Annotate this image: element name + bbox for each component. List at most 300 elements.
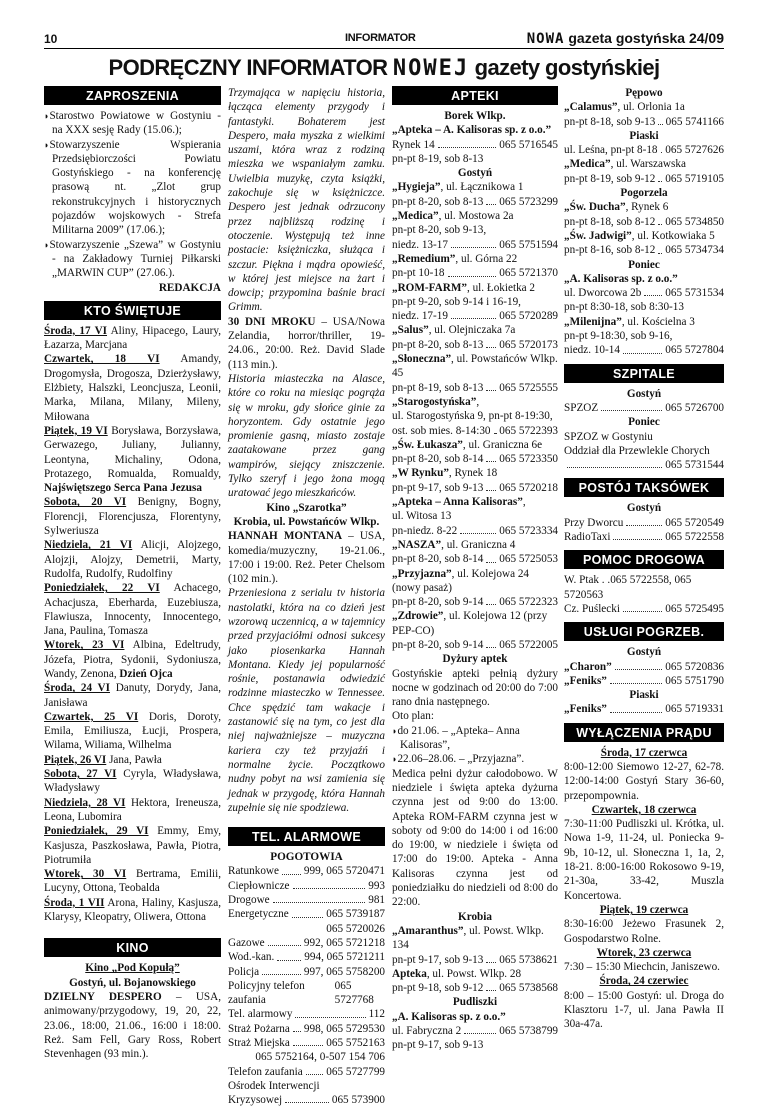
line-value: 065 5734850 [665,215,724,228]
phone-line [564,243,724,257]
line-key: pn-pt 8-20, sob 8-14 [392,453,484,466]
name-day-date: Niedziela, 28 VI [44,796,126,809]
pharmacy-street: , ul. Warszawska [610,158,686,171]
line-value: 065 5727768 [334,979,374,1007]
page-header [0,0,768,50]
emergency-value-cont: 065 5752164, 0-507 154 706 [255,1051,385,1064]
pharmacy-street: , Rynek 18 [448,467,498,480]
line-value: 065 5738621 [499,953,558,966]
town-name: Gostyń [626,502,662,515]
page-title [44,55,724,81]
emergency-line [228,1007,385,1021]
line-key: Gazowe [228,936,265,949]
phone-line [564,401,724,415]
pharmacy-address [564,229,724,243]
outage-date: Wtorek, 23 czerwca [596,946,692,959]
pharmacy-street: , ul. Kotkowiaka 5 [631,229,715,242]
pharmacy-street: , ul. Powst. Wlkp. 134 [392,924,544,952]
town-name: Pudliszki [452,996,498,1009]
emergency-numbers [228,864,385,1107]
name-day-date: Niedziela, 21 VI [44,539,133,552]
pharmacy-name: „Przyjazna” [392,567,452,580]
line-value: 065 5719331 [665,703,724,716]
pharmacy-hours: pn-pt 8-19, sob 8-13 [392,152,484,165]
pharmacy-street: , [476,395,480,408]
film-description: Przeniesiona z serialu tv historia nastolatki, która na co dzień jest wzorową uczennicą, a w tajemnicy przed przyjaciółmi odnosi sukcesy jako piosenkarka Hannah Montana. Kiedy jej popularność rośnie, postanawia odwiedzić rodzinne miasteczko w Tennessee. Chce spędzić tam wakacje i zastanowić się na tym, co jest dla niej najważniejsze – muzyczna kariera czy też przyjaźń i normalne życie. Początkowo nudny pobyt na wsi zamienia się jednak w przygodę, która Hannah zupełnie się nie spodziewa. [228,587,385,814]
taxi-heading: POSTÓJ TAKSÓWEK [564,478,724,497]
line-key: pn-pt 8-20, sob 9-14 [392,596,484,609]
line-key: Rynek 14 [392,138,435,151]
kino-heading: KINO [44,938,221,957]
emergency-line [228,907,385,921]
line-key: SPZOZ [564,401,599,414]
name-day-entry [44,767,221,796]
line-key: Wod.-kan. [228,951,275,964]
line-key: niedz. 13-17 [392,238,448,251]
pharmacy-name: „Amaranthus” [392,924,464,937]
line-key: pn-pt 9-17, sob 9-13 [392,481,484,494]
hospital-name: SPZOZ w Gostyniu [564,430,653,443]
pharmacy-name: „Św. Łukasza” [392,438,463,451]
film-info: – USA/Nowa Zelandia, horror/thriller, 19-24.06., 20:00. Reż. David Slade (113 min.). [228,315,385,371]
emergency-line [228,1065,385,1079]
line-value: 065 5727799 [326,1065,385,1078]
phone-line [392,552,558,566]
town-name: Poniec [628,258,660,271]
name-day-entry [44,753,221,767]
phone-line [392,1024,558,1038]
name-day-date: Czwartek, 18 VI [44,353,160,366]
pogrzeb-heading: USŁUGI POGRZEB. [564,622,724,641]
line-key: niedz. 17-19 [392,310,448,323]
pharmacy-address [392,466,558,480]
line-value: 992, 065 5721218 [303,936,385,949]
title-part-c: gazety gostyńskiej [469,55,660,80]
pharmacy-name: „Medica” [392,210,439,223]
name-day-date: Środa, 1 VII [44,896,105,909]
name-day-names: Arona, Haliny, Kasjusza, Klarysy, Kleopatry, Oliwera, Ottona [44,896,221,924]
emergency-line [228,1022,385,1036]
name-day-names: Danuty, Dorydy, Jana, Janisława [44,682,221,709]
line-value: 065 5752163 [326,1037,385,1049]
name-day-date: Piątek, 19 VI [44,424,108,437]
town-name: Krobia [458,910,492,923]
line-key: pn-pt 9-17, sob 9-13 [392,953,484,966]
dyzury-text-2: Medica pełni dyżur całodobowo. W niedziele i święta apteka dyżurna czynna jest od 9:00 do 13:00. Apteka ROM-FARM czynna jest w soboty od 9:00 do 14:00 i od 16:00 do 19:00, w niedziele i święta od 17:00 do 19:00. Apteka - Anna Kalisoras czynna jest od poniedziałku do niedzieli od 8:00 do 22:00. [392,767,558,909]
phone-line [392,638,558,652]
phone-line [392,195,558,209]
outage-text: 8:00-12:00 Siemowo 12-27, 62-78. 12:00-14:00 Gostyń Stary 36-60, przepompownia. [564,760,724,802]
line-value: 065 5741166 [665,115,724,128]
pharmacy-name: „Salus” [392,324,429,337]
name-day-feast: Najświętszego Serca Pana Jezusa [44,482,202,495]
outage-text: 8:30-16:00 Jeżewo Frasunek 2, Gospodarstwo Rolne. [564,918,724,945]
line-value: 065 5722323 [499,596,558,609]
name-day-names: Alicji, Alojzego, Alojzji, Alojzy, Demetrii, Marty, Rudolfa, Rudolfy, Rudolfiny [44,539,221,580]
pharmacy-name: „Słoneczna” [392,353,452,366]
line-value: 065 5722558 [665,531,724,544]
line-value: 065 5720218 [499,481,558,494]
pharmacy-street: , Rynek 6 [625,201,669,214]
hospital-ward: Oddział dla Przewlekle Chorych [564,444,710,457]
line-value: 065 5723334 [499,524,558,537]
line-value: 065 5720289 [499,310,558,323]
pharmacy-name: „Hygieja” [392,181,441,194]
pharmacy-address [392,567,558,596]
line-value: 998, 065 5729530 [303,1022,385,1035]
emergency-line [228,965,385,979]
pharmacy-address [392,924,558,953]
pharmacy-name: „Św. Jadwigi” [564,229,632,242]
phone-line [564,660,724,674]
line-key: ul. Dworcowa 2b [564,287,642,300]
town-name: Gostyń [626,387,662,400]
pharmacy-street: , ul. Powstańców Wlkp. 45 [392,353,558,380]
phone-line [564,702,724,716]
line-value: 065 5725053 [499,553,558,566]
name-day-date: Sobota, 20 VI [44,496,127,509]
masthead [527,30,724,47]
name-day-date: Poniedziałek, 29 VI [44,825,149,838]
name-day-names: Benigny, Bogny, Florencji, Florencjusza, Florentyny, Sylweriusza [44,496,221,538]
page-number: 10 [44,32,58,46]
name-day-entry [44,896,221,925]
name-day-date: Wtorek, 30 VI [44,868,127,881]
line-value: 065 5719105 [665,172,724,185]
pharmacy-address [564,100,724,114]
pharmacy-hours: pn-pt 9-18:30, sob 9-16, [564,330,673,343]
column-4 [564,86,724,1032]
pharmacy-address [564,157,724,171]
pharmacy-name: „W Rynku” [392,467,449,480]
section-label: INFORMATOR [345,32,416,44]
line-value: 065 5723350 [499,453,558,466]
line-value: 999, 065 5720471 [303,865,385,878]
line-key: ost. sob mies. 8-14:30 [392,424,491,437]
line-value: 065 5738568 [499,982,558,995]
name-day-entry [44,867,221,896]
line-value: 065 5734734 [665,244,724,257]
pharmacy-name: „A. Kalisoras sp. z o.o.” [564,272,678,285]
column-3 [392,86,558,1053]
name-day-entry [44,424,221,495]
town-name: Gostyń [626,646,662,659]
pharmacy-address [392,252,558,266]
line-key: Policyjny telefon zaufania [228,979,305,1007]
phone-line [392,452,558,466]
pharmacy-street-2: ul. Starogostyńska 9, pn-pt 8-19:30, [392,410,553,423]
emergency-line [228,1036,385,1050]
film-title: 30 DNI MROKU [228,315,316,328]
emergency-line [228,979,385,1008]
film-entry [44,990,221,1061]
name-day-entry [44,824,221,867]
name-day-entry [44,581,221,638]
pharmacy-name: „Medica” [564,158,611,171]
name-day-date: Czwartek, 25 VI [44,710,139,723]
line-key: RadioTaxi [564,531,611,544]
name-day-entry [44,681,221,710]
name-day-names: Borysława, Borzysława, Gerwazego, Juliany, Julianny, Leontyna, Michaliny, Odona, Protazego, Romualda, Romualdy, [44,424,221,480]
name-day-date: Piątek, 26 VI [44,753,107,766]
pharmacy-address [392,495,558,509]
pharmacy-street: , ul. Górna 22 [455,252,518,265]
line-key: pn-pt 8-20, sob 8-14 [392,553,484,566]
emergency-line [228,950,385,964]
pharmacy-address [392,180,558,194]
emergency-line [228,1093,385,1107]
pharmacy-address [392,538,558,552]
name-day-entry [44,710,221,753]
line-key: ul. Fabryczna 2 [392,1025,462,1037]
line-key: pn-pt 8-20, sob 8-13 [392,195,484,208]
line-value: 065 5738799 [499,1025,558,1037]
emergency-value-cont: 065 5720026 [326,922,385,935]
line-key: Drogowe [228,894,270,907]
pharmacy-address [392,609,558,638]
cinema-address: Gostyń, ul. Bojanowskiego [69,976,196,989]
film-title: DZIELNY DESPERO [44,990,162,1003]
line-key: ul. Leśna, pn-pt 8-18 [564,144,658,157]
line-value: 065 5720173 [499,338,558,351]
alarmowe-heading: TEL. ALARMOWE [228,827,385,846]
line-key: Kryzysowej [228,1094,283,1107]
dyzury-plan: Oto plan: [392,710,434,723]
line-key: pn-pt 9-18, sob 9-12 [392,982,484,995]
line-key: Ciepłownicze [228,879,290,892]
pharmacy-street: , ul. Łącznikowa 1 [440,181,524,194]
line-value: 993 [368,879,385,892]
phone-line [564,343,724,357]
invitation-item: ◗ Starostwo Powiatowe w Gostyniu - na XXX sesję Rady (15.06.); [44,109,221,138]
town-name: Pępowo [625,87,663,99]
pharmacy-street: , ul. Powst. Wlkp. 28 [426,967,522,980]
town-name: Piaski [629,689,659,702]
outage-date: Środa, 17 czerwca [600,746,688,759]
line-key: Telefon zaufania [228,1065,303,1078]
name-day-names: Cyryla, Władysława, Władysławy [44,768,221,795]
line-value: 065 5751594 [499,238,558,251]
column-2 [228,86,385,1107]
apteki-heading: APTEKI [392,86,558,105]
name-day-date: Środa, 17 VI [44,324,108,337]
dyzury-heading: Dyżury aptek [442,653,508,666]
line-value: 065 5731544 [665,459,724,472]
line-value: 065 5751790 [665,674,724,687]
phone-line [564,602,724,616]
pharmacy-street: , ul. Kolejowa 24 (nowy pasaż) [392,567,530,594]
outage-date: Czwartek, 18 czerwca [591,803,697,816]
name-days-list [44,324,221,924]
name-day-names: Achacego, Achacjusza, Eberharda, Euzebiusza, Flawiusza, Innocenty, Innocentego, Jana, Paulina, Tomasza [44,582,222,638]
phone-line [392,238,558,252]
pharmacy-name: „NASZA” [392,538,442,551]
name-day-names: Hektora, Ireneusza, Leona, Lubomira [44,796,221,823]
emergency-line [228,879,385,893]
dyzury-text: Gostyńskie apteki pełnią dyżury nocne w godzinach od 20:00 do 7:00 rano dnia następnego. [392,667,558,709]
name-day-names: Albina, Edeltrudy, Józefa, Piotra, Sydonii, Sydoniusza, Wandy, Zenona, [44,639,221,680]
phone-line [564,674,724,688]
film-title: HANNAH MONTANA [228,530,343,543]
film-entry [228,315,385,372]
line-key: „Feniks” [564,674,607,687]
town-name: Gostyń [457,167,493,180]
outage-text: 8:00 – 15:00 Gostyń: ul. Droga do Klasztoru 1-7, ul. Jana Pawła II 30a-47a. [564,989,724,1031]
pharmacy-name: „Apteka – Anna Kalisoras” [392,496,523,509]
pharmacy-hours: pn-pt 8:30-18, sob 8:30-13 [564,301,684,314]
wylaczenia-heading: WYŁĄCZENIA PRĄDU [564,723,724,742]
line-value: 065 5731534 [665,287,724,300]
cinema-name: Kino „Szarotka” [266,501,347,514]
pharmacy-name: „Calamus” [564,101,618,114]
masthead-brand: NOWA [526,31,565,47]
name-day-names: Emmy, Emy, Kasjusza, Paszkosława, Pawła, Piotra, Piotrumiła [44,825,221,866]
line-key: pn-pt 8-18, sob 8-12 [564,215,656,228]
name-day-date: Wtorek, 23 VI [44,639,125,652]
film-description: Historia miasteczka na Alasce, które co roku na miesiąc pogrąża się w mroku, gdy słońce ginie za horyzontem. Gdy ostatnie jego promienie gasną, miasto zostaje zaatakowane przez gang wampirów, siejący zniszczenie. Tylko szeryf i jego żona mogą uratować jego mieszkańców. [228,372,385,500]
pharmacy-name: „Św. Ducha” [564,201,626,214]
pharmacy-address [392,967,558,981]
column-1 [44,86,221,1061]
pharmacy-name: „A. Kalisoras sp. z o.o.” [392,1010,506,1023]
dyzury-item: ◗ 22.06–28.06. – „Przyjazna”. [392,752,558,766]
line-key: Straż Pożarna [228,1022,290,1035]
phone-line [392,309,558,323]
invitation-item: ◗ Stowarzyszenie „Szewa” w Gostyniu - na Zakładowy Turniej Piłkarski „MARWIN CUP” (27.06.). [44,238,221,281]
cinema-name: Kino „Pod Kopułą” [85,962,180,975]
pharmacy-hours: pn-pt 9-17, sob 9-13 [392,1039,484,1052]
cinema-address: Krobia, ul. Powstańców Wlkp. [233,515,380,528]
town-name: Borek Wlkp. [444,110,506,122]
pogotowia-subheading: POGOTOWIA [270,851,343,864]
film-info: – USA, animowany/przygodowy, 19, 20, 22, 23.06., 18:00, 21.06., 16:00 i 18:00. Reż. Sam Fell, Gary Ross, Robert Stevenhagen (93 min.). [44,990,222,1061]
name-day-date: Środa, 24 VI [44,682,110,695]
town-name: Poniec [628,416,660,429]
phone-line [392,138,558,152]
phone-line [392,424,558,438]
swieta-heading: KTO ŚWIĘTUJE [44,301,221,320]
line-value: 065 5727804 [665,344,724,357]
pharmacy-street: , ul. Mostowa 2a [438,210,514,223]
film-description: Trzymająca w napięciu historia, łącząca elementy przygody i fantastyki. Bohaterem jest Despero, mała myszka z wielkimi uszami, która wraz z rodziną mieszka we wspaniałym zamku. Uwielbia muzykę, czyta książki, zakochuje się w księżniczce. Despero jest jednak odrzucony przez najbliższą rodzinę i otoczenie. Występują też inne postacie: księżniczka, służąca i szczur. Piękna i mądra opowieść, w której jest miejsce na żart i dowcip; przypomina baśnie braci Grimm. [228,87,385,314]
title-part-brand: NOWEJ [392,56,470,81]
outage-text: 7:30-11:00 Pudliszki ul. Krótka, ul. Nowa 1-9, 11-24, ul. Poniecka 9-9b, 10-12, ul. Słoneczna 1, 1a, 2, 18-21. 8:00-16:00 Rokosowo 9-19, 21-30a, 33-42, Muszla Koncertowa. [564,818,724,902]
town-name: Pogorzela [620,187,668,200]
phone-line [392,981,558,995]
film-info: – USA, komedia/muzyczny, 19-21.06., 17:00 i 19:00. Reż. Peter Chelsom (102 min.). [228,530,385,586]
pharmacy-address [564,315,724,329]
name-day-names: Jana, Pawła [106,753,162,766]
pharmacy-name: „ROM-FARM” [392,281,467,294]
pharmacy-street: , [522,496,526,509]
emergency-label: Ośrodek Interwencji [228,1079,320,1092]
pharmacy-street: , ul. Graniczna 4 [441,538,516,551]
pharmacy-address [392,281,558,295]
pharmacy-name: „Apteka – A. Kalisoras sp. z o.o.” [392,124,552,137]
pharmacy-street: , ul. Kolejowa 12 (przy PEP-CO) [392,610,548,637]
line-value: 065 5723299 [499,195,558,208]
line-key: pn-niedz. 8-22 [392,524,458,537]
pharmacy-address [564,200,724,214]
pharmacy-address [392,209,558,223]
line-value: 065 5726700 [665,401,724,414]
outage-date: Środa, 24 czerwiec [599,975,689,988]
line-value: 981 [368,894,385,907]
line-value: 065 5739187 [326,908,385,921]
line-value: 065 5722005 [499,638,558,651]
szpitale-heading: SZPITALE [564,364,724,383]
name-day-entry [44,352,221,423]
phone-line [564,143,724,157]
phone-line [392,381,558,395]
pharmacy-street: , ul. Olejniczaka 7a [428,324,516,337]
name-day-names: Bertrama, Emilii, Lucyny, Ottona, Teobalda [44,868,221,895]
pharmacy-street: , ul. Orlonia 1a [617,101,685,114]
line-value: 065 5725495 [665,602,724,615]
name-day-date: Sobota, 27 VI [44,768,117,781]
name-day-date: Poniedziałek, 22 VI [44,582,160,595]
pharmacy-street: , ul. Łokietka 2 [466,281,536,294]
line-key: Cz. Puślecki [564,602,620,615]
emergency-line [228,893,385,907]
pharmacy-list [392,180,558,652]
header-rule [44,48,724,49]
line-key: niedz. 10-14 [564,344,620,357]
pharmacy-street: , ul. Graniczna 6e [462,438,543,451]
pharmacy-name: „Milenijna” [564,315,622,328]
phone-line [564,286,724,300]
pharmacy-name: „Starogostyńska” [392,395,477,408]
phone-line [564,516,724,530]
name-day-feast: Dzień Ojca [119,667,173,680]
line-value: 065 5720836 [665,660,724,673]
line-key: Przy Dworcu [564,516,624,529]
pharmacy-name: „Zdrowie” [392,610,444,623]
line-key: pn-pt 8-20, sob 9-14 [392,638,484,651]
pharmacy-hours: pn-pt 9-20, sob 9-14 i 16-19, [392,295,521,308]
phone-line [392,595,558,609]
name-day-names: Doris, Doroty, Emila, Emiliusza, Łucji, Prospera, Wilama, Wiliama, Wilhelma [44,710,222,752]
name-day-entry [44,495,221,538]
emergency-line [228,936,385,950]
dyzury-item: ◗ do 21.06. – „Apteka– Anna Kalisoras”, [392,724,558,753]
phone-line [564,530,724,544]
pharmacy-hours: pn-pt 8-20, sob 9-13, [392,224,487,237]
outage-text: 7:30 – 15:30 Miechcin, Janiszewo. [564,961,720,974]
pharmacy-street: , ul. Kościelna 3 [621,315,695,328]
line-key: pn-pt 8-16, sob 8-12 [564,244,656,257]
pharmacy-address [392,323,558,337]
line-key: Straż Miejska [228,1037,290,1049]
line-key: Ratunkowe [228,865,279,878]
phone-line [392,524,558,538]
outage-date: Piątek, 19 czerwca [599,903,689,916]
drogowa-heading: POMOC DROGOWA [564,550,724,569]
phone-line [564,115,724,129]
pharmacy-name: Apteka [392,967,427,980]
phone-line [392,338,558,352]
line-key: „Feniks” [564,703,607,716]
line-value: 065 5725555 [499,381,558,394]
line-value: 065 5722393 [499,424,558,437]
editorial-signature: REDAKCJA [158,281,221,294]
line-value: 997, 065 5758200 [303,965,385,978]
film-entry [228,529,385,586]
name-day-names: Amandy, Drogomysła, Drogosza, Dzierżysławy, Elżbiety, Halszki, Leoncjusza, Leonii, Marka, Milana, Milany, Mileny, Miłowana [44,353,222,423]
name-day-entry [44,638,221,681]
pharmacy-name: „Remedium” [392,252,456,265]
line-value: 112 [368,1008,385,1021]
